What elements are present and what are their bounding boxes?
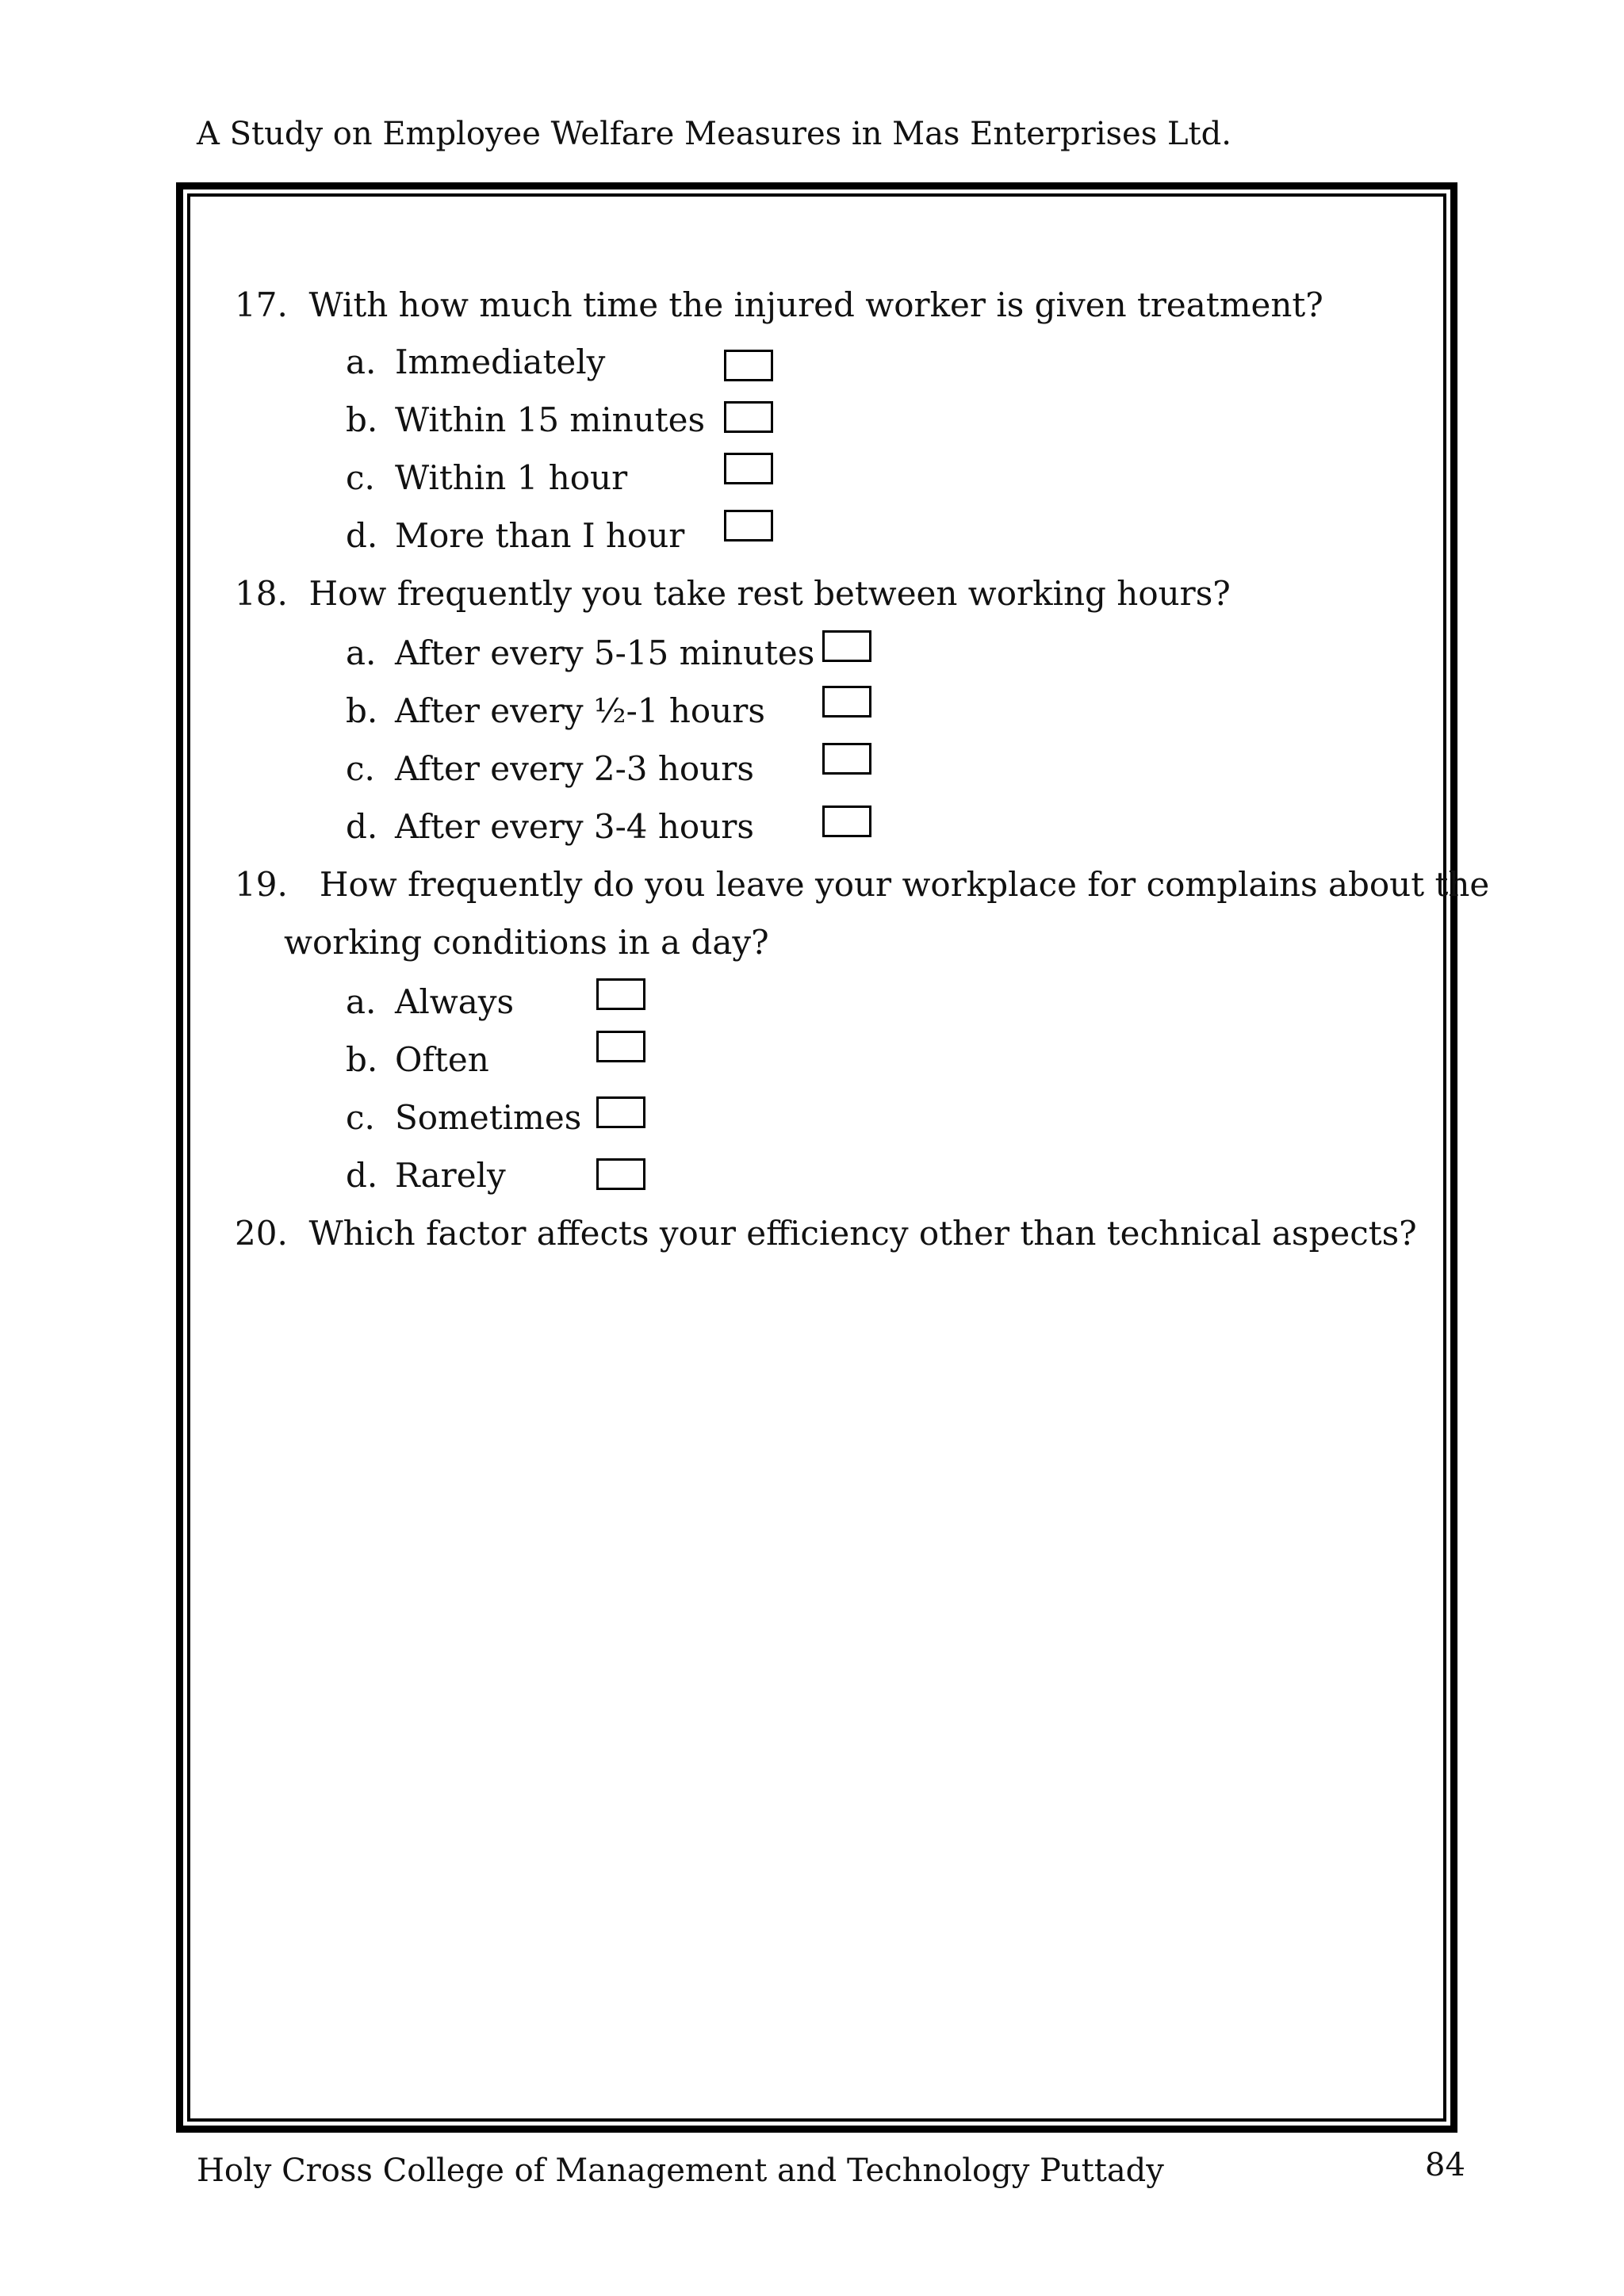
option-letter: b. [346, 1040, 378, 1079]
option-label: After every 5-15 minutes [395, 633, 815, 672]
question-text-continued: working conditions in a day? [284, 923, 769, 962]
checkbox-18d[interactable] [822, 806, 871, 837]
option-label: After every ½-1 hours [395, 691, 765, 730]
checkbox-18c[interactable] [822, 743, 871, 775]
question-text: How frequently you take rest between working hours? [308, 574, 1231, 613]
option-18d [346, 807, 754, 846]
option-19d [346, 1156, 506, 1195]
checkbox-17a[interactable] [724, 350, 773, 381]
option-17d [346, 516, 685, 555]
checkbox-17c[interactable] [724, 453, 773, 484]
option-17a [346, 342, 606, 381]
question-20 [235, 1214, 1417, 1253]
page-header: A Study on Employee Welfare Measures in Mas Enterprises Ltd. [197, 116, 1231, 152]
checkbox-17d[interactable] [724, 510, 773, 541]
option-letter: c. [346, 749, 375, 788]
option-17b [346, 400, 706, 439]
question-number: 20. [235, 1214, 288, 1253]
option-letter: c. [346, 1098, 375, 1137]
checkbox-17b[interactable] [724, 401, 773, 433]
question-number: 19. [235, 865, 288, 904]
question-number: 18. [235, 574, 288, 613]
option-letter: d. [346, 1156, 378, 1195]
option-18a [346, 633, 815, 672]
question-17 [235, 285, 1323, 324]
question-19-continued [284, 923, 769, 962]
question-number: 17. [235, 285, 288, 324]
option-letter: d. [346, 516, 378, 555]
question-18 [235, 574, 1231, 613]
option-label: More than I hour [395, 516, 685, 555]
option-letter: a. [346, 982, 377, 1021]
option-label: Rarely [395, 1156, 506, 1195]
checkbox-18a[interactable] [822, 630, 871, 662]
option-17c [346, 458, 628, 497]
option-letter: b. [346, 691, 378, 730]
question-text: Which factor affects your efficiency other than technical aspects? [308, 1214, 1417, 1253]
option-label: Often [395, 1040, 489, 1079]
page-footer: Holy Cross College of Management and Technology Puttady [197, 2152, 1164, 2189]
option-label: Always [395, 982, 515, 1021]
option-18b [346, 691, 765, 730]
question-text: With how much time the injured worker is given treatment? [308, 285, 1323, 324]
option-letter: a. [346, 633, 377, 672]
option-18c [346, 749, 754, 788]
option-19c [346, 1098, 582, 1137]
option-label: Immediately [395, 342, 606, 381]
checkbox-19d[interactable] [596, 1158, 645, 1190]
option-19b [346, 1040, 489, 1079]
option-letter: a. [346, 342, 377, 381]
checkbox-18b[interactable] [822, 686, 871, 718]
checkbox-19c[interactable] [596, 1096, 645, 1128]
checkbox-19a[interactable] [596, 978, 645, 1010]
checkbox-19b[interactable] [596, 1031, 645, 1062]
option-label: After every 2-3 hours [395, 749, 754, 788]
option-label: Within 1 hour [395, 458, 628, 497]
question-19 [235, 865, 1490, 904]
question-text: How frequently do you leave your workplace for complains about the [319, 865, 1490, 904]
option-label: Within 15 minutes [395, 400, 706, 439]
page-number: 84 [1425, 2147, 1465, 2183]
option-label: Sometimes [395, 1098, 582, 1137]
option-letter: b. [346, 400, 378, 439]
option-19a [346, 982, 515, 1021]
option-letter: d. [346, 807, 378, 846]
option-letter: c. [346, 458, 375, 497]
option-label: After every 3-4 hours [395, 807, 754, 846]
